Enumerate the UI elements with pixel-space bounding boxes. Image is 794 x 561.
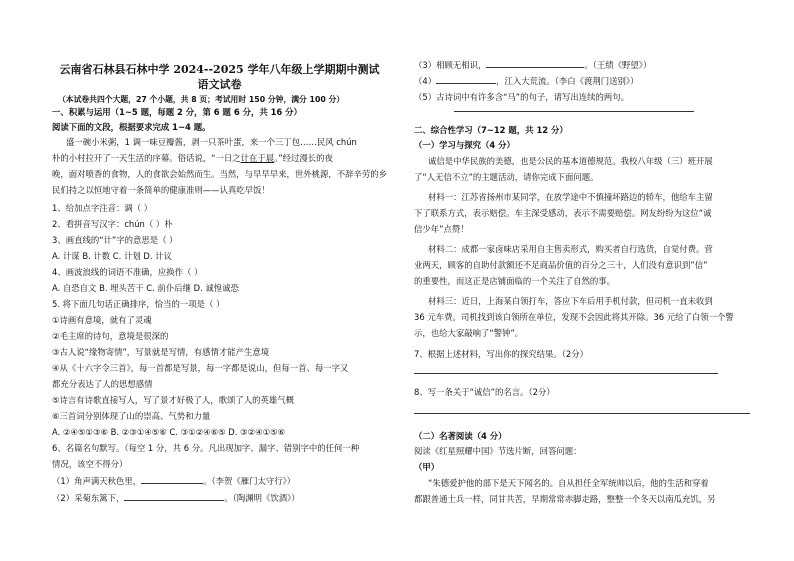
excerpt-jia-label: （甲） — [414, 462, 440, 472]
question-6-item-2 — [52, 493, 300, 504]
question-4: 4、画波浪线的词语不准确，应换作（ ） — [52, 267, 203, 277]
question-5: 5. 将下面几句话正确排序，恰当的一项是（ ） — [52, 299, 225, 309]
sentence-5: ⑤诗言有诗歌直接写人，写了景才好极了人，歌颂了人的英雄气概 — [52, 395, 295, 405]
answer-blank[interactable] — [486, 67, 584, 68]
sentence-6: ⑥三首词分别体现了山的崇高、气势和力量 — [52, 411, 211, 421]
section-1-heading: 一、积累与运用（1~5 题，每题 2 分，第 6 题 6 分，共 16 分） — [52, 107, 302, 117]
answer-line[interactable] — [414, 373, 718, 374]
answer-line[interactable] — [414, 413, 750, 414]
question-6-item-1 — [52, 476, 295, 487]
item-text: （4） — [414, 76, 437, 86]
passage-line-2 — [52, 153, 333, 164]
material-2-line-3: 的重要性，而这正是店铺面临的一个关注了自然的事。 — [414, 276, 615, 286]
material-3-line-3: 示，也给大家敲响了“警钟”。 — [414, 328, 524, 338]
exam-note: （本试卷共四个大题，27 个小题，共 8 页；考试用时 150 分钟，满分 100 分） — [58, 95, 345, 104]
passage-line-3: 晚，面对喷香的食物，人的食欲会始然而生。当然，与早早早来，世外桃源，不辞辛劳的乡 — [52, 169, 387, 179]
item-text: （1）角声满天秋色里， — [52, 476, 142, 486]
material-2-line-1: 材料二：成都一家卤味店采用自主售卖形式，购买者自行选货，自觉付费。营 — [428, 244, 713, 254]
sentence-1: ①诗画有意境，就有了灵魂 — [52, 315, 152, 325]
item-source: 。（王绩《野望》） — [584, 60, 652, 70]
reading-instruction-2: 阅读《红星照耀中国》节选片断，回答问题： — [414, 446, 582, 456]
material-3-line-1: 材料三：近日，上海某白领打车，答应下车后用手机付款，但司机一直未收到 — [428, 296, 713, 306]
underlined-phrase: 计在于晨 — [240, 153, 275, 163]
exam-title: 云南省石林县石林中学 2024--2025 学年八年级上学期期中测试 — [59, 63, 380, 76]
intro-line-2: 了“人无信不立”的主题活动，请你完成下面问题。 — [414, 172, 599, 182]
question-8: 8、写一条关于“诚信”的名言。（2分） — [414, 387, 555, 397]
item-source: ，江入大荒流。（李白《渡荆门送别》） — [496, 76, 639, 86]
material-1-line-1: 材料一：江苏省扬州市某同学，在放学途中不慎撞坏路边的轿车，他给车主留 — [428, 192, 713, 202]
excerpt-line-2: 都跟普通士兵一样，同甘共苦，早期常常赤脚走路，整整一个冬天以南瓜充饥，另 — [414, 494, 716, 504]
material-1-line-2: 下了联系方式，表示赔偿。车主深受感动，表示不需要赔偿。网友纷纷为这位“诚 — [414, 208, 712, 218]
sentence-2: ②毛主席的诗句，意境是很深的 — [52, 331, 169, 341]
item-source: 。（李贺《雁门太守行》） — [203, 476, 296, 486]
exam-subtitle: 语文试卷 — [197, 78, 242, 91]
q6-item-3 — [414, 60, 651, 71]
subsection-1-heading: （一）学习与探究（4 分） — [414, 140, 515, 150]
answer-blank[interactable] — [436, 83, 496, 84]
answer-line[interactable] — [454, 111, 694, 112]
intro-line-1: 诚信是中华民族的美德，也是公民的基本道德规范。我校八年级（三）班开展 — [428, 156, 713, 166]
answer-blank[interactable] — [141, 483, 203, 484]
question-7: 7、根据上述材料，写出你的探究结果。（2分） — [414, 349, 588, 359]
item-text: （2）采菊东篱下， — [52, 493, 125, 503]
question-1: 1、给加点字注音：调（ ） — [52, 203, 153, 213]
passage-line-4: 民们持之以恒地守着一条简单的健康准则——认真吃早饭！ — [52, 185, 270, 195]
answer-blank[interactable] — [124, 500, 224, 501]
reading-instruction: 阅读下面的文段，根据要求完成 1~4 题。 — [52, 122, 211, 132]
question-6: 6、名篇名句默写。（每空 1 分，共 6 分。凡出现加字、漏字、错别字中的任何一种 — [52, 443, 360, 453]
material-1-line-3: 信少年”点赞！ — [414, 224, 469, 234]
sentence-4b: 都充分表达了人的思想感情 — [52, 379, 153, 389]
q6-item-5: （5）古诗词中有许多含“马”的句子，请写出连续的两句。 — [414, 92, 630, 102]
question-2: 2、看拼音写汉字：chún（ ）朴 — [52, 219, 173, 229]
section-2-heading: 二、综合性学习（7~12 题，共 12 分） — [414, 125, 568, 135]
excerpt-line-1: “朱德爱护他的部下是天下闻名的。自从担任全军统帅以后，他的生活和穿着 — [428, 478, 709, 488]
question-5-options: A. ②④⑤①③⑥ B. ②③①④⑤⑥ C. ③①②④⑥⑤ D. ③②④①⑤⑥ — [52, 427, 286, 437]
q6-item-4 — [414, 76, 638, 87]
passage-text: 朴的小村拉开了一天生活的序幕。俗话说，“一日之 — [52, 153, 241, 163]
passage-text: 。”经过漫长的夜 — [274, 153, 333, 163]
question-6-note: 情况，该空不得分） — [52, 459, 128, 469]
material-2-line-2: 业两天，顾客的自助付款额还不足商品价值的百分之三十，人们没有意识到”信” — [414, 260, 708, 270]
item-source: 。（陶渊明《饮酒》） — [224, 493, 300, 503]
question-3: 3、画直线的“计”字的意思是（ ） — [52, 235, 178, 245]
question-3-options: A. 计谋 B. 计数 C. 计划 D. 计议 — [52, 251, 172, 261]
material-3-line-2: 36 元车费。司机找到该白领所在单位，发现不会因此将其开除。36 元给了白领一个警 — [414, 312, 734, 322]
question-4-options: A. 自恐自文 B. 埋头苦干 C. 前仆后继 D. 诚惶诚恐 — [52, 283, 239, 293]
sentence-3: ③古人说“缘物寄情”，写景就是写情，有感情才能产生意境 — [52, 347, 270, 357]
sentence-4a: ④从《十六字令三首》，每一首都是写景，每一字都是说山，但每一首、每一字又 — [52, 363, 349, 373]
passage-line-1: 盛一碗小米粥，1 调一味豆瓣酱，剥一只茶叶蛋，来一个三丁包……民风 chún — [66, 137, 357, 147]
subsection-2-heading: （二）名著阅读（4 分） — [414, 431, 507, 441]
item-text: （3）相顾无相识， — [414, 60, 487, 70]
